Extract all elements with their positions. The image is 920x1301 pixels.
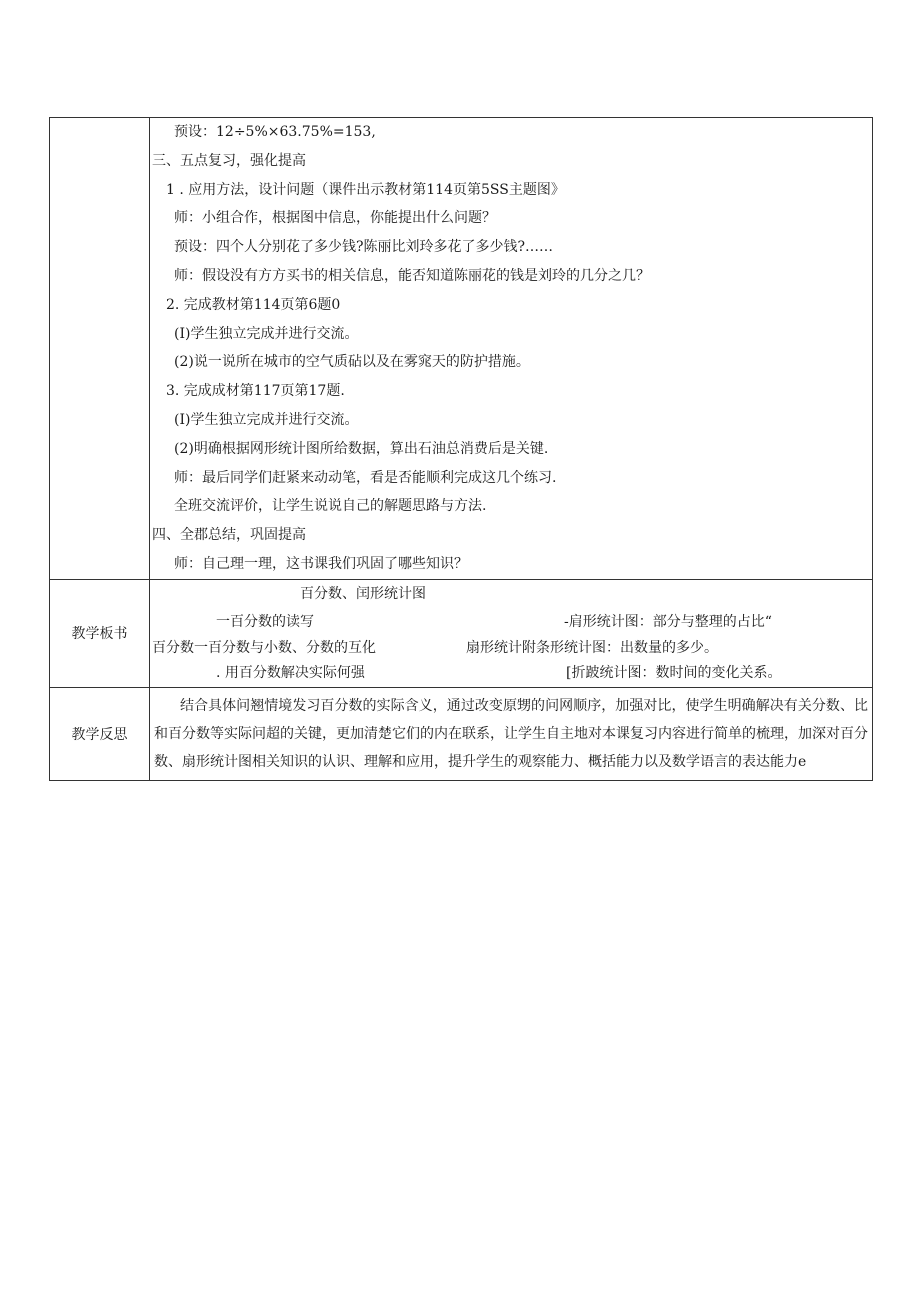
preset-formula: 预设：12÷5%×63.75%=153,	[174, 124, 376, 140]
board-layout	[150, 580, 872, 687]
section-three-heading: 三、五点复习，强化提高	[152, 152, 306, 169]
teacher-line-1: 师：小组合作，根据图中信息，你能提出什么问题？	[174, 210, 496, 227]
section-four-heading: 四、全郡总结，巩固提高	[152, 527, 306, 544]
preset-line: 预设：四个人分别花了多少钱?陈丽比刘玲多花了多少钱?……	[174, 239, 554, 256]
board-left-3: . 用百分数解决实际何强	[216, 664, 365, 681]
teacher-line-4: 师：自己理一理，这书课我们巩固了哪些知识？	[174, 555, 468, 572]
process-label-cell	[50, 118, 150, 580]
board-title: 百分数、闰形统计图	[300, 585, 426, 602]
board-left-1: 一百分数的读写	[216, 613, 314, 630]
class-evaluation: 全班交流评价，让学生说说自己的解题思路与方法.	[174, 498, 487, 515]
board-row	[50, 579, 873, 687]
step-1: 1 . 应用方法，设计问题（课件出示教材第114页第5SS主题图》	[166, 181, 565, 198]
reflection-content	[150, 687, 873, 780]
step-2-item-1: (I)学生独立完成并进行交流。	[174, 325, 359, 342]
step-3: 3. 完成成材第117页第17题.	[166, 383, 345, 400]
board-right-1: -肩形统计图：部分与整理的占比“	[564, 613, 772, 630]
board-content	[150, 579, 873, 687]
board-left-2: 百分数一百分数与小数、分数的互化	[152, 639, 376, 656]
step-2: 2. 完成教材第114页第6题0	[166, 296, 341, 313]
process-row	[50, 118, 873, 580]
board-right-2: 扇形统计附条形统计图：出数量的多少。	[466, 639, 718, 656]
process-content	[150, 118, 873, 580]
step-3-item-2: (2)明确根据网形统计图所给数据，算出石油总消费后是关键.	[174, 440, 549, 457]
step-3-item-1: (I)学生独立完成并进行交流。	[174, 411, 359, 428]
board-label: 教学板书	[50, 579, 150, 687]
teacher-line-2: 师：假设没有方方买书的相关信息，能否知道陈丽花的钱是刘玲的几分之几？	[174, 267, 650, 284]
reflection-row	[50, 687, 873, 780]
lesson-plan-table	[49, 117, 873, 781]
board-right-3: [折跛统计图：数时间的变化关系。	[566, 664, 782, 681]
step-2-item-2: (2)说一说所在城市的空气质砧以及在雾窕天的防护措施。	[174, 354, 530, 371]
reflection-label: 教学反思	[50, 687, 150, 780]
teacher-line-3: 师：最后同学们赶紧来动动笔，看是否能顺利完成这几个练习.	[174, 469, 557, 486]
reflection-text: 结合具体问翘情境发习百分数的实际含义，通过改变原甥的问网顺序，加强对比，使学生明确解决有关分数、比和百分数等实际问超的关键，更加清楚它们的内在联系，让学生自主地对本课复习内容进行简单的梳理，加深对百分数、扇形统计图相关知识的认识、理解和应用，提升学生的观察能力、概括能力以及数学语言的表达能力e	[154, 697, 868, 770]
